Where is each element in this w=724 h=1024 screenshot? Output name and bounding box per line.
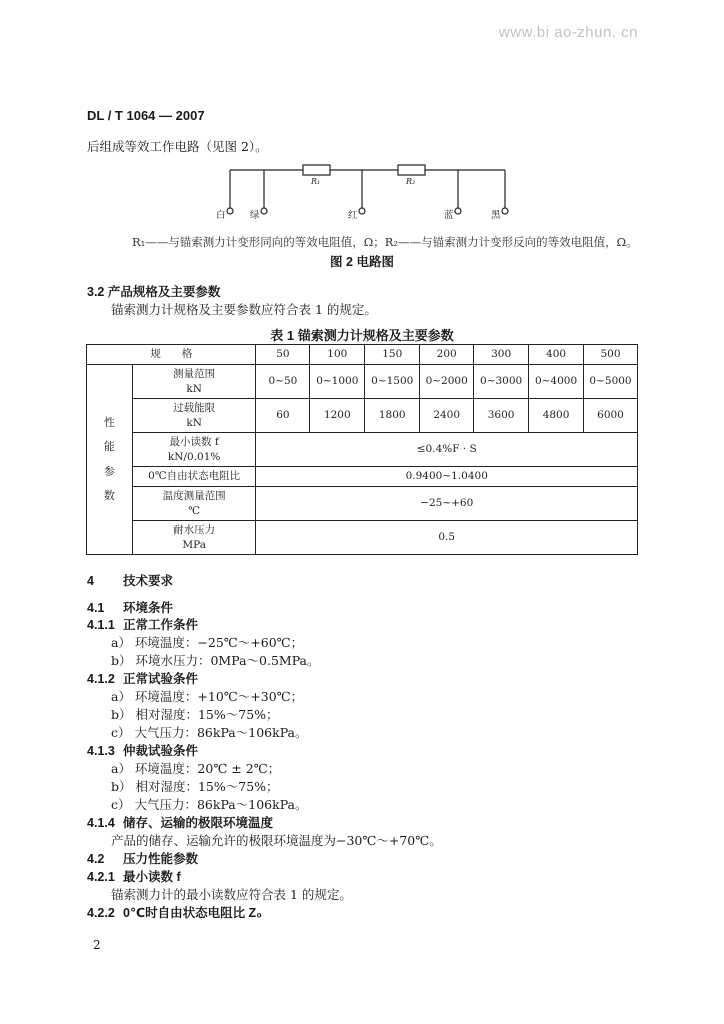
table-row — [87, 467, 638, 487]
table-row — [87, 399, 638, 433]
intro-text: 后组成等效工作电路（见图 2）。 — [87, 139, 268, 154]
terminal-red — [359, 208, 365, 214]
cell: 0~1000 — [310, 365, 365, 399]
section-4-1-2-heading: 4.1.2 正常试验条件 — [87, 672, 199, 686]
section-3-2-heading: 3.2 产品规格及主要参数 — [87, 285, 221, 299]
table-title: 表 1 锚索测力计规格及主要参数 — [270, 328, 454, 343]
document-code: DL / T 1064 — 2007 — [87, 108, 205, 123]
spec-col: 150 — [365, 345, 420, 365]
cell: 4800 — [529, 399, 584, 433]
section-4-2-1-heading: 4.2.1 最小读数 f — [87, 870, 181, 884]
terminal-blue — [455, 208, 461, 214]
cell: 2400 — [420, 399, 474, 433]
merged-cell: −25~+60 — [256, 487, 638, 521]
merged-cell: 0.5 — [256, 521, 638, 555]
section-4-1-1-heading: 4.1.1 正常工作条件 — [87, 618, 199, 632]
section-3-2-text: 锚索测力计规格及主要参数应符合表 1 的规定。 — [111, 302, 377, 317]
spec-col: 400 — [529, 345, 584, 365]
table-row — [87, 521, 638, 555]
row-label: 温度测量范围 ℃ — [132, 487, 256, 521]
terminal-green — [261, 208, 267, 214]
spec-col: 50 — [256, 345, 310, 365]
resistor-r2 — [398, 165, 425, 175]
figure-title: 图 2 电路图 — [330, 255, 394, 269]
row-label: 0℃自由状态电阻比 — [132, 467, 256, 487]
spec-col: 300 — [474, 345, 529, 365]
section-4-heading: 4 技术要求 — [87, 574, 174, 588]
terminal-label-green: 绿 — [250, 210, 260, 221]
terminal-label-blue: 蓝 — [444, 210, 454, 221]
spec-col: 200 — [420, 345, 474, 365]
merged-cell: 0.9400~1.0400 — [256, 467, 638, 487]
terminal-label-white: 白 — [216, 210, 226, 221]
list-item: b） 环境水压力：0MPa～0.5MPa。 — [111, 653, 320, 668]
circuit-diagram — [0, 150, 724, 230]
resistor-r1 — [303, 165, 330, 175]
row-label: 过载能限 kN — [132, 399, 256, 433]
terminal-black — [502, 208, 508, 214]
list-item: a） 环境温度：+10℃～+30℃； — [111, 689, 304, 704]
cell: 3600 — [474, 399, 529, 433]
page-number: 2 — [93, 938, 101, 952]
row-label: 耐水压力 MPa — [132, 521, 256, 555]
list-item: c） 大气压力：86kPa～106kPa。 — [111, 725, 308, 740]
section-4-1-4-text: 产品的储存、运输允许的极限环境温度为−30℃～+70℃。 — [111, 833, 442, 848]
terminal-white — [227, 208, 233, 214]
section-4-2-1-text: 锚索测力计的最小读数应符合表 1 的规定。 — [111, 887, 352, 902]
table-row — [87, 433, 638, 467]
list-item: a） 环境温度：−25℃～+60℃； — [111, 635, 304, 650]
section-4-2-2-heading: 4.2.2 0℃时自由状态电阻比 Z₀ — [87, 906, 262, 920]
cell: 1800 — [365, 399, 420, 433]
cell: 0~5000 — [584, 365, 638, 399]
cell: 0~3000 — [474, 365, 529, 399]
list-item: a） 环境温度：20℃ ± 2℃； — [111, 761, 281, 776]
table-header-row — [87, 345, 638, 365]
list-item: b） 相对湿度：15%～75%； — [111, 707, 279, 722]
group-label — [87, 365, 133, 555]
spec-col: 100 — [310, 345, 365, 365]
cell: 0~1500 — [365, 365, 420, 399]
figure-legend: R₁——与锚索测力计变形同向的等效电阻值，Ω；R₂——与锚索测力计变形反向的等效电阻值，Ω。 — [132, 235, 638, 249]
list-item: c） 大气压力：86kPa～106kPa。 — [111, 797, 308, 812]
section-4-2-heading: 4.2 压力性能参数 — [87, 852, 199, 866]
cell: 0~2000 — [420, 365, 474, 399]
section-4-1-3-heading: 4.1.3 仲裁试验条件 — [87, 744, 199, 758]
spec-col: 500 — [584, 345, 638, 365]
cell: 0~4000 — [529, 365, 584, 399]
watermark: www.bi ao-zhun. cn — [498, 24, 638, 41]
merged-cell: ≤0.4%F · S — [256, 433, 638, 467]
table-row — [87, 487, 638, 521]
row-label: 最小读数 f kN/0.01% — [132, 433, 256, 467]
terminal-label-red: 红 — [348, 210, 358, 221]
spec-header: 规 格 — [87, 345, 256, 365]
terminal-label-black: 黑 — [491, 210, 501, 221]
row-label: 测量范围 kN — [132, 365, 256, 399]
table-row — [87, 365, 638, 399]
spec-table — [86, 344, 638, 555]
cell: 6000 — [584, 399, 638, 433]
section-4-1-4-heading: 4.1.4 储存、运输的极限环境温度 — [87, 816, 274, 830]
r2-label: R₂ — [406, 177, 416, 186]
cell: 0~50 — [256, 365, 310, 399]
group-label-text: 性能参数 — [103, 416, 115, 502]
cell: 60 — [256, 399, 310, 433]
r1-label: R₁ — [311, 177, 321, 186]
cell: 1200 — [310, 399, 365, 433]
list-item: b） 相对湿度：15%～75%； — [111, 779, 279, 794]
section-4-1-heading: 4.1 环境条件 — [87, 601, 174, 615]
